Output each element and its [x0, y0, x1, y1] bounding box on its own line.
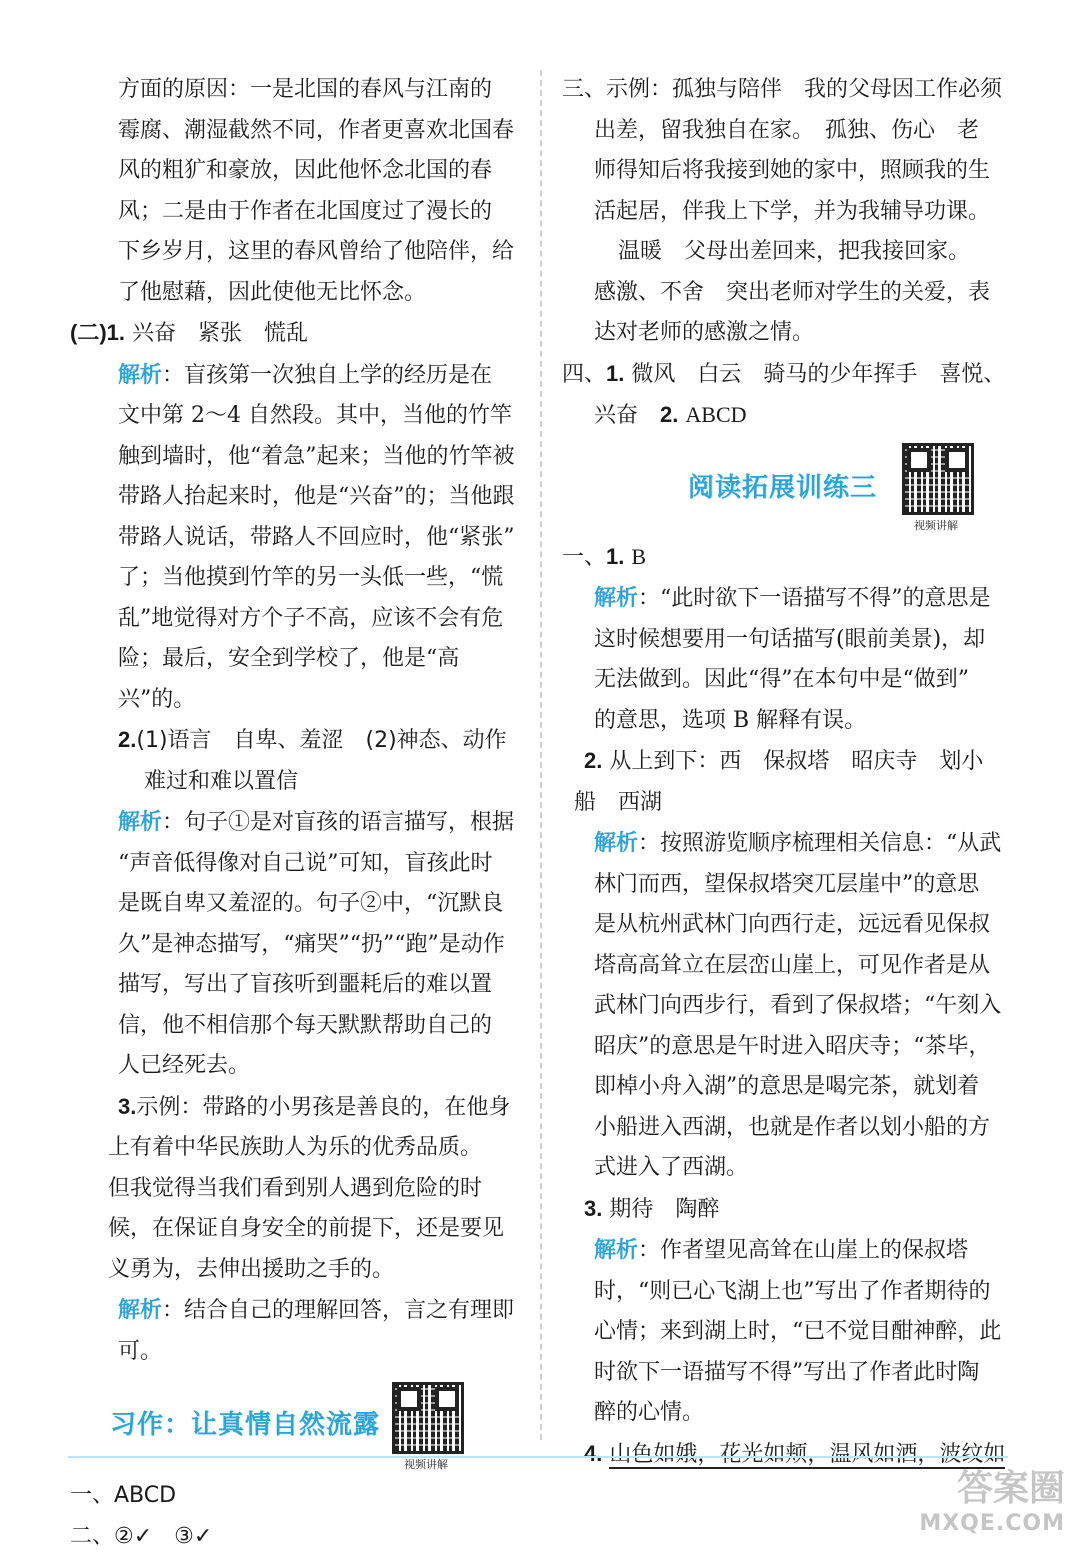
analysis-r1	[562, 578, 1012, 741]
answer-text: 微风 白云 骑马的少年挥手 喜悦、	[631, 362, 1005, 387]
analysis-label: 解析	[594, 1237, 638, 1262]
answer-text: 但我觉得当我们看到别人遇到危险的时	[108, 1169, 522, 1210]
question-number: 2.	[118, 727, 136, 752]
text-line: 醉的心情。	[594, 1393, 1012, 1434]
reading-question-2	[562, 741, 1012, 823]
text-line: “声音低得像对自己说”可知，盲孩此时	[118, 844, 522, 885]
text-line: 林门而西，望保叔塔突兀层崖中”的意思	[594, 865, 1012, 906]
question-number: 4.	[584, 1441, 602, 1466]
answer-er: 二、②✓ ③✓	[70, 1517, 522, 1557]
analysis-label: 解析	[118, 362, 162, 387]
reading-question-3	[562, 1189, 1012, 1231]
text-line: 风的粗犷和豪放，因此他怀念北国的春	[118, 151, 522, 192]
answer-text: B	[631, 544, 646, 569]
text-line: 出差，留我独自在家。 孤独、伤心 老	[562, 111, 1012, 152]
text-line: 描写，写出了盲孩听到噩耗后的难以置	[118, 965, 522, 1006]
text-line: 温暖 父母出差回来，把我接回家。	[562, 232, 1012, 273]
section-title: 习作：让真情自然流露	[110, 1404, 380, 1441]
analysis-label: 解析	[594, 830, 638, 855]
text-line: 是从杭州武林门向西行走，远远看见保叔	[594, 905, 1012, 946]
text-line: ：“此时欲下一语描写不得”的意思是	[638, 586, 991, 611]
question-3	[562, 70, 1012, 354]
analysis-2-2	[70, 802, 522, 1087]
answer-text: 山色如娥，花光如颊，温风如酒，波纹如	[609, 1442, 1005, 1469]
watermark-main: 答案圈	[957, 1468, 1065, 1509]
text-line: ：按照游览顺序梳理相关信息：“从武	[638, 831, 1001, 856]
question-2-3	[70, 1087, 522, 1291]
question-number: 2.	[584, 748, 602, 773]
answer-text: (1)语言 自卑、羞涩 (2)神态、动作	[136, 728, 506, 753]
text-line: 三、示例：孤独与陪伴 我的父母因工作必须	[562, 70, 1012, 111]
text-line: 时，“则已心飞湖上也”写出了作者期待的	[594, 1272, 1012, 1313]
reading-question-1	[562, 537, 1012, 579]
qr-label: 视频讲解	[896, 517, 976, 533]
footer-line	[68, 1456, 1008, 1458]
text-line: 带路人抬起来时，他是“兴奋”的；当他跟	[118, 477, 522, 518]
text-line: 师得知后将我接到她的家中，照顾我的生	[562, 151, 1012, 192]
answer-text: 候，在保证自身安全的前提下，还是要见	[108, 1209, 522, 1250]
answer-text: 上有着中华民族助人为乐的优秀品质。	[108, 1128, 522, 1169]
analysis-label: 解析	[118, 809, 162, 834]
analysis-2-3	[70, 1290, 522, 1372]
watermark-sub: MXQE.COM	[905, 1511, 1065, 1536]
text-line: 这时候想要用一句话描写(眼前美景)，却	[594, 620, 1012, 661]
analysis-label: 解析	[594, 585, 638, 610]
question-number: 3.	[584, 1196, 602, 1221]
text-line: 无法做到。因此“得”在本句中是“做到”	[594, 660, 1012, 701]
question-number: 1.	[606, 544, 624, 569]
section-number: 四、	[562, 362, 606, 387]
answer-text: 期待 陶醉	[609, 1197, 719, 1222]
text-line: 风；二是由于作者在北国度过了漫长的	[118, 192, 522, 233]
question-number: 2.	[660, 402, 678, 427]
question-4	[562, 354, 1012, 437]
text-line: 的意思，选项 B 解释有误。	[594, 701, 1012, 742]
answer-yi: 一、ABCD	[70, 1476, 522, 1517]
text-line: 时欲下一语描写不得”写出了作者此时陶	[594, 1353, 1012, 1394]
text-line: 小船进入西湖，也就是作者以划小船的方	[594, 1108, 1012, 1149]
question-2-1	[70, 313, 522, 355]
text-line: 霉腐、潮湿截然不同，作者更喜欢北国春	[118, 111, 522, 152]
text-line: 下乡岁月，这里的春风曾给了他陪伴，给	[118, 232, 522, 273]
text-line: 了；当他摸到竹竿的另一头低一些，“慌	[118, 558, 522, 599]
question-2-2	[70, 720, 522, 802]
text-line: 久”是神态描写，“痛哭”“扔”“跑”是动作	[118, 925, 522, 966]
text-line: ：盲孩第一次独自上学的经历是在	[162, 363, 492, 388]
question-number: 3.	[118, 1094, 136, 1119]
text-line: 带路人说话，带路人不回应时，他“紧张”	[118, 518, 522, 559]
watermark	[905, 1460, 1065, 1530]
text-line: 险；最后，安全到学校了，他是“高兴”的。	[118, 639, 522, 720]
left-column	[70, 70, 522, 1557]
text-line: ：句子①是对盲孩的语言描写，根据	[162, 810, 514, 835]
text-line: 感激、不舍 突出老师对学生的关爱，表	[562, 273, 1012, 314]
analysis-r3	[562, 1230, 1012, 1434]
text-line: 文中第 2～4 自然段。其中，当他的竹竿	[118, 396, 522, 437]
answer-text: 从上到下：西 保叔塔 昭庆寺 划小	[609, 749, 983, 774]
text-line: 了他慰藉，因此使他无比怀念。	[118, 273, 522, 314]
column-divider	[540, 70, 542, 1440]
question-number: 1.	[107, 320, 125, 345]
right-column	[562, 70, 1012, 1475]
qr-code-icon[interactable]	[392, 1382, 464, 1454]
answer-text: 难过和难以置信	[118, 762, 522, 803]
text-line: 式进入了西湖。	[594, 1148, 1012, 1189]
text-line: 是既自卑又羞涩的。句子②中，“沉默良	[118, 884, 522, 925]
text-line: 达对老师的感激之情。	[562, 313, 1012, 354]
text-line: 昭庆”的意思是午时进入昭庆寺；“茶毕，	[594, 1027, 1012, 1068]
qr-code-icon[interactable]	[902, 443, 974, 515]
text-line: 塔高高耸立在层峦山崖上，可见作者是从	[594, 946, 1012, 987]
analysis-r2	[562, 823, 1012, 1189]
qr-label: 视频讲解	[386, 1456, 466, 1472]
writing-section-header	[70, 1382, 522, 1474]
answer-text: 义勇为，去伸出援助之手的。	[108, 1250, 522, 1291]
text-line: ：结合自己的理解回答，言之有理即可。	[118, 1298, 514, 1364]
answer-text: ABCD	[685, 402, 746, 427]
section-number: 一、	[562, 545, 606, 570]
text-line: 乱”地觉得对方个子不高，应该不会有危	[118, 599, 522, 640]
text-line: 方面的原因：一是北国的春风与江南的	[118, 70, 522, 111]
question-number: 1.	[606, 361, 624, 386]
text-line: 信，他不相信那个每天默默帮助自己的	[118, 1006, 522, 1047]
continued-paragraph	[70, 70, 522, 313]
answer-text: 船 西湖	[574, 783, 1012, 824]
text-line: 活起居，伴我上下学，并为我辅导功课。	[562, 192, 1012, 233]
answer-text: 兴奋 紧张 慌乱	[132, 321, 308, 346]
analysis-label: 解析	[118, 1297, 162, 1322]
text-line: 人已经死去。	[118, 1046, 522, 1087]
reading-section-header	[562, 437, 1012, 537]
answer-text: 兴奋	[594, 403, 638, 428]
section-title: 阅读拓展训练三	[688, 467, 877, 504]
section-number: (二)	[70, 320, 107, 345]
text-line: 触到墙时，他“着急”起来；当他的竹竿被	[118, 437, 522, 478]
text-line: 即棹小舟入湖”的意思是喝完茶，就划着	[594, 1067, 1012, 1108]
text-line: ：作者望见高耸在山崖上的保叔塔	[638, 1238, 968, 1263]
text-line: 武林门向西步行，看到了保叔塔；“午刻入	[594, 986, 1012, 1027]
text-line: 心情；来到湖上时，“已不觉目酣神醉，此	[594, 1312, 1012, 1353]
analysis-2-1	[70, 355, 522, 721]
answer-text: 示例：带路的小男孩是善良的，在他身	[136, 1095, 510, 1120]
